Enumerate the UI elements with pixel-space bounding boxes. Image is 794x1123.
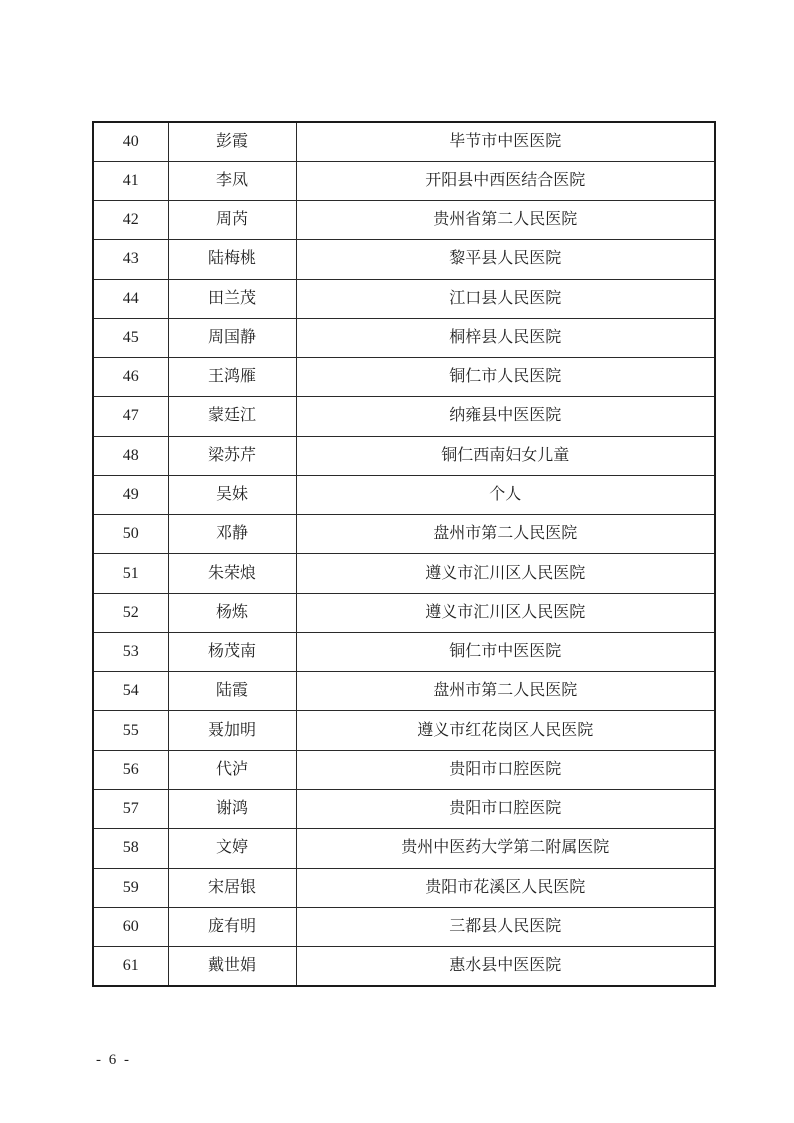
cell-name: 朱荣烺 xyxy=(168,554,296,593)
cell-no: 55 xyxy=(93,711,168,750)
table-row xyxy=(93,632,715,671)
cell-no: 54 xyxy=(93,672,168,711)
cell-no: 48 xyxy=(93,436,168,475)
cell-org: 遵义市红花岗区人民医院 xyxy=(296,711,715,750)
cell-no: 59 xyxy=(93,868,168,907)
table-row xyxy=(93,240,715,279)
table-row xyxy=(93,790,715,829)
cell-org: 纳雍县中医医院 xyxy=(296,397,715,436)
cell-name: 彭霞 xyxy=(168,122,296,161)
cell-org: 惠水县中医医院 xyxy=(296,947,715,986)
cell-no: 53 xyxy=(93,632,168,671)
cell-no: 42 xyxy=(93,201,168,240)
cell-org: 贵阳市口腔医院 xyxy=(296,750,715,789)
cell-org: 遵义市汇川区人民医院 xyxy=(296,593,715,632)
cell-no: 60 xyxy=(93,907,168,946)
cell-no: 50 xyxy=(93,515,168,554)
table-row xyxy=(93,122,715,161)
cell-no: 47 xyxy=(93,397,168,436)
table-row xyxy=(93,829,715,868)
roster-table-body xyxy=(93,122,715,986)
cell-name: 庞有明 xyxy=(168,907,296,946)
table-row xyxy=(93,554,715,593)
cell-name: 陆霞 xyxy=(168,672,296,711)
cell-org: 个人 xyxy=(296,475,715,514)
cell-org: 贵阳市口腔医院 xyxy=(296,790,715,829)
table-row xyxy=(93,475,715,514)
cell-no: 52 xyxy=(93,593,168,632)
cell-name: 文婷 xyxy=(168,829,296,868)
cell-org: 开阳县中西医结合医院 xyxy=(296,161,715,200)
cell-no: 44 xyxy=(93,279,168,318)
cell-org: 三都县人民医院 xyxy=(296,907,715,946)
roster-table xyxy=(92,121,716,987)
table-row xyxy=(93,907,715,946)
cell-org: 江口县人民医院 xyxy=(296,279,715,318)
table-row xyxy=(93,436,715,475)
cell-name: 戴世娟 xyxy=(168,947,296,986)
cell-name: 宋居银 xyxy=(168,868,296,907)
cell-name: 周国静 xyxy=(168,318,296,357)
table-row xyxy=(93,711,715,750)
cell-no: 43 xyxy=(93,240,168,279)
table-row xyxy=(93,397,715,436)
table-row xyxy=(93,593,715,632)
cell-name: 李凤 xyxy=(168,161,296,200)
cell-org: 铜仁市人民医院 xyxy=(296,358,715,397)
table-row xyxy=(93,515,715,554)
cell-org: 铜仁西南妇女儿童 xyxy=(296,436,715,475)
table-row xyxy=(93,161,715,200)
table-row xyxy=(93,750,715,789)
cell-org: 桐梓县人民医院 xyxy=(296,318,715,357)
cell-org: 盘州市第二人民医院 xyxy=(296,672,715,711)
table-row xyxy=(93,672,715,711)
cell-no: 40 xyxy=(93,122,168,161)
cell-name: 代泸 xyxy=(168,750,296,789)
cell-no: 51 xyxy=(93,554,168,593)
cell-no: 58 xyxy=(93,829,168,868)
cell-org: 铜仁市中医医院 xyxy=(296,632,715,671)
cell-name: 王鸿雁 xyxy=(168,358,296,397)
cell-no: 45 xyxy=(93,318,168,357)
cell-name: 蒙廷江 xyxy=(168,397,296,436)
cell-name: 田兰茂 xyxy=(168,279,296,318)
table-row xyxy=(93,358,715,397)
cell-name: 吴妹 xyxy=(168,475,296,514)
cell-name: 陆梅桃 xyxy=(168,240,296,279)
cell-name: 周芮 xyxy=(168,201,296,240)
cell-name: 梁苏芹 xyxy=(168,436,296,475)
table-row xyxy=(93,201,715,240)
table-row xyxy=(93,868,715,907)
cell-no: 56 xyxy=(93,750,168,789)
cell-name: 聂加明 xyxy=(168,711,296,750)
cell-org: 贵阳市花溪区人民医院 xyxy=(296,868,715,907)
page-number: - 6 - xyxy=(96,1052,131,1068)
cell-org: 毕节市中医医院 xyxy=(296,122,715,161)
cell-no: 41 xyxy=(93,161,168,200)
cell-no: 49 xyxy=(93,475,168,514)
table-row xyxy=(93,279,715,318)
cell-name: 谢鸿 xyxy=(168,790,296,829)
cell-org: 遵义市汇川区人民医院 xyxy=(296,554,715,593)
cell-name: 杨炼 xyxy=(168,593,296,632)
cell-no: 61 xyxy=(93,947,168,986)
table-row xyxy=(93,318,715,357)
cell-name: 杨茂南 xyxy=(168,632,296,671)
cell-no: 57 xyxy=(93,790,168,829)
table-row xyxy=(93,947,715,986)
cell-org: 黎平县人民医院 xyxy=(296,240,715,279)
cell-org: 贵州中医药大学第二附属医院 xyxy=(296,829,715,868)
cell-name: 邓静 xyxy=(168,515,296,554)
cell-org: 盘州市第二人民医院 xyxy=(296,515,715,554)
cell-org: 贵州省第二人民医院 xyxy=(296,201,715,240)
cell-no: 46 xyxy=(93,358,168,397)
